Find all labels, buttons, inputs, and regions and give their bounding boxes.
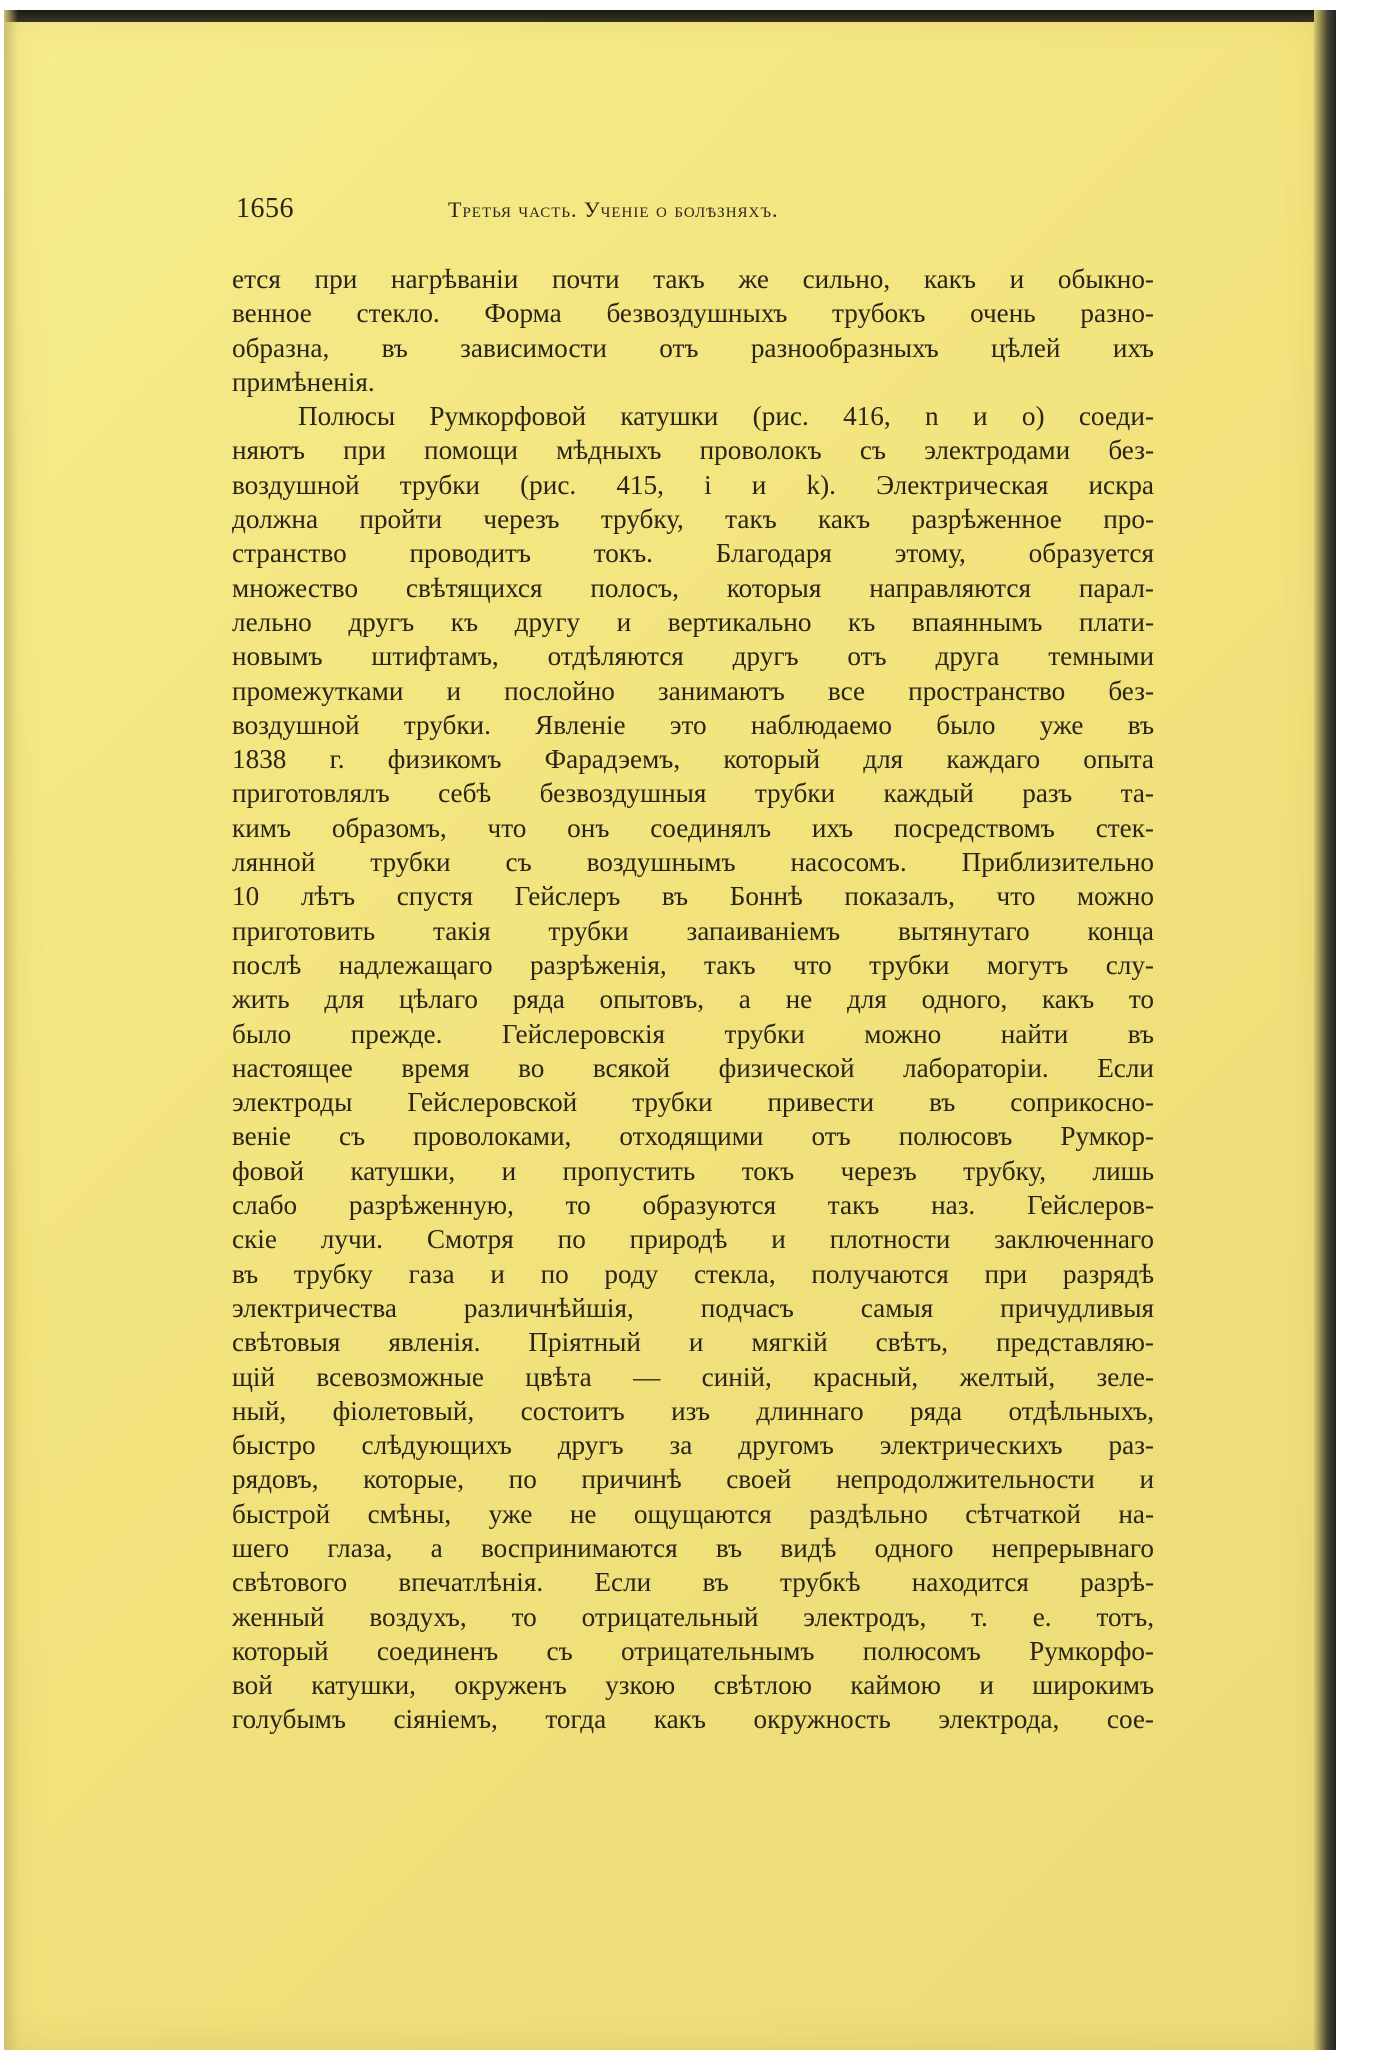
text-line: щій всевозможные цвѣта — синій, красный, желтый, зеле- [232, 1361, 1154, 1392]
text-line: фовой катушки, и пропустить токъ черезъ трубку, лишь [232, 1155, 1154, 1186]
page-number: 1656 [236, 193, 294, 224]
page-right-edge [1314, 10, 1336, 2050]
text-line: приготовлялъ себѣ безвоздушныя трубки каждый разъ та- [232, 778, 1154, 809]
text-line: новымъ штифтамъ, отдѣляются другъ отъ друга темными [232, 641, 1154, 672]
page-left-edge [4, 10, 18, 2050]
text-line: было прежде. Гейслеровскія трубки можно найти въ [232, 1018, 1154, 1049]
text-line: слабо разрѣженную, то образуются такъ наз. Гейслеров- [232, 1190, 1154, 1221]
text-line: послѣ надлежащаго разрѣженія, такъ что трубки могутъ слу- [232, 949, 1154, 980]
text-line: ется при нагрѣваніи почти такъ же сильно, какъ и обыкно- [232, 264, 1154, 294]
text-line: женный воздухъ, то отрицательный электродъ, т. е. тотъ, [232, 1601, 1154, 1632]
text-line: рядовъ, которые, по причинѣ своей непродолжительности и [232, 1464, 1154, 1495]
text-line: шего глаза, а воспринимаются въ видѣ одного непрерывнаго [232, 1532, 1154, 1563]
text-line: кимъ образомъ, что онъ соединялъ ихъ посредствомъ стек- [232, 812, 1154, 843]
text-line: венное стекло. Форма безвоздушныхъ трубокъ очень разно- [232, 298, 1154, 329]
text-line: голубымъ сіяніемъ, тогда какъ окружность электрода, сое- [232, 1704, 1154, 1735]
text-line: приготовить такія трубки запаиваніемъ вытянутаго конца [232, 915, 1154, 946]
text-line: жить для цѣлаго ряда опытовъ, а не для одного, какъ то [232, 984, 1154, 1015]
body-text [232, 262, 1154, 1737]
text-line: въ трубку газа и по роду стекла, получаются при разрядѣ [232, 1258, 1154, 1289]
text-line: воздушной трубки. Явленіе это наблюдаемо было уже въ [232, 709, 1154, 740]
text-line: Полюсы Румкорфовой катушки (рис. 416, n и o) соеди- [298, 401, 1154, 432]
running-head [236, 193, 1156, 229]
text-line: электричества различнѣйшія, подчасъ самыя причудливыя [232, 1292, 1154, 1323]
text-line: промежутками и послойно занимаютъ все пространство без- [232, 675, 1154, 706]
text-line: настоящее время во всякой физической лабораторіи. Если [232, 1052, 1154, 1083]
text-line: свѣтовыя явленія. Пріятный и мягкій свѣтъ, представляю- [232, 1327, 1154, 1358]
text-line: няютъ при помощи мѣдныхъ проволокъ съ электродами без- [232, 435, 1154, 466]
text-line: лельно другъ къ другу и вертикально къ впаяннымъ плати- [232, 606, 1154, 637]
text-line: веніе съ проволоками, отходящими отъ полюсовъ Румкор- [232, 1121, 1154, 1152]
text-line: быстро слѣдующихъ другъ за другомъ электрическихъ раз- [232, 1430, 1154, 1461]
text-line: ный, фіолетовый, состоитъ изъ длиннаго ряда отдѣльныхъ, [232, 1395, 1154, 1426]
text-line: скіе лучи. Смотря по природѣ и плотности заключеннаго [232, 1224, 1154, 1255]
text-line: который соединенъ съ отрицательнымъ полюсомъ Румкорфо- [232, 1635, 1154, 1666]
text-line: образна, въ зависимости отъ разнообразныхъ цѣлей ихъ [232, 332, 1154, 363]
page-top-edge [4, 10, 1322, 22]
text-line: электроды Гейслеровской трубки привести въ соприкосно- [232, 1087, 1154, 1118]
text-line: множество свѣтящихся полосъ, которыя направляются парал- [232, 572, 1154, 603]
text-line: свѣтового впечатлѣнія. Если въ трубкѣ находится разрѣ- [232, 1567, 1154, 1598]
text-line: примѣненія. [232, 366, 375, 397]
text-line: воздушной трубки (рис. 415, i и k). Электрическая искра [232, 469, 1154, 500]
text-line: должна пройти черезъ трубку, такъ какъ разрѣженное про- [232, 504, 1154, 535]
text-line: странство проводитъ токъ. Благодаря этому, образуется [232, 538, 1154, 569]
text-line: 10 лѣтъ спустя Гейслеръ въ Боннѣ показалъ, что можно [232, 881, 1154, 912]
text-line: вой катушки, окруженъ узкою свѣтлою каймою и широкимъ [232, 1670, 1154, 1701]
text-line: лянной трубки съ воздушнымъ насосомъ. Приблизительно [232, 847, 1154, 878]
running-head-title: Третья часть. Ученіе о болѣзняхъ. [448, 197, 779, 222]
text-line: 1838 г. физикомъ Фарадэемъ, который для каждаго опыта [232, 744, 1154, 775]
text-line: быстрой смѣны, уже не ощущаются раздѣльно сѣтчаткой на- [232, 1498, 1154, 1529]
